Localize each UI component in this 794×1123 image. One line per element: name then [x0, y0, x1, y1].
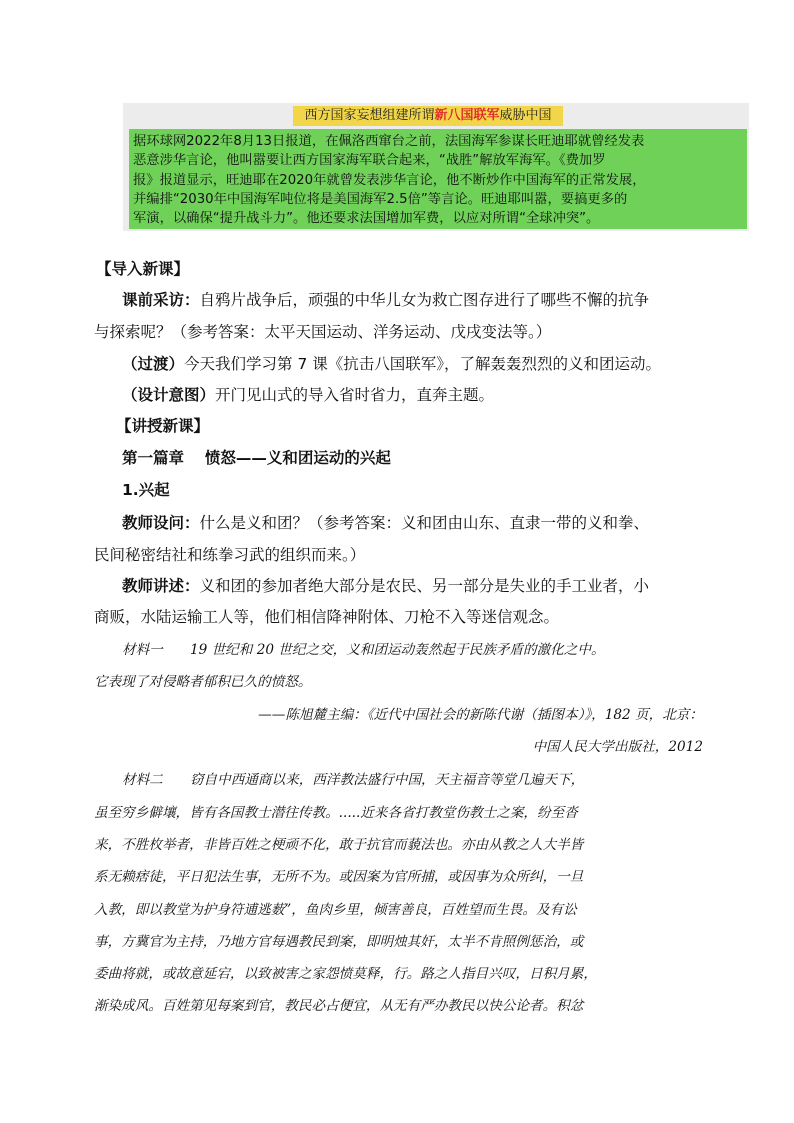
- news-line: 报》报道显示，旺迪耶在2020年就曾发表涉华言论，他不断炒作中国海军的正常发展，: [133, 172, 646, 188]
- interview-line-2: 与探索呢？（参考答案：太平天国运动、洋务运动、戊戌变法等。）: [94, 323, 552, 341]
- teacher-narration-line-2: 商贩，水陆运输工人等，他们相信降神附体、刀枪不入等迷信观念。: [94, 608, 560, 626]
- interview-text-1: 自鸦片战争后，顽强的中华儿女为救亡图存进行了哪些不懈的抗争: [199, 291, 650, 309]
- design-text: 开门见山式的导入省时省力，直奔主题。: [215, 386, 495, 404]
- teacher-narration-text-1: 义和团的参加者绝大部分是农民、另一部分是失业的手工业者，小: [199, 577, 650, 595]
- teacher-question-label: 教师设问：: [122, 514, 200, 532]
- teacher-narration-line-1: [122, 574, 649, 596]
- news-title-suffix: 威胁中国: [499, 108, 552, 123]
- news-title: [293, 106, 563, 126]
- material-2-line: 材料二 窃自中西通商以来，西洋教法盛行中国，天主福音等堂几遍天下，: [122, 772, 585, 788]
- interview-label: 课前采访：: [122, 291, 200, 309]
- section-title: 1.兴起: [122, 481, 170, 499]
- teacher-question-line-2: 民间秘密结社和练拳习武的组织而来。）: [94, 546, 366, 564]
- material-2-line: 系无赖痞徒，平日犯法生事，无所不为。或因案为官所捕，或因事为众所纠，一旦: [94, 869, 584, 885]
- news-title-prefix: 西方国家妄想组建所谓: [304, 108, 435, 123]
- chapter-title: 第一篇章 愤怒——义和团运动的兴起: [122, 449, 391, 467]
- material-1-line-1: 材料一 19 世纪和 20 世纪之交，义和团运动轰然起于民族矛盾的激化之中。: [122, 642, 605, 658]
- design-label: （设计意图）: [122, 386, 216, 404]
- news-line: 并编排“2030年中国海军吨位将是美国海军2.5倍”等言论。旺迪耶叫嚣，要搞更多的: [133, 191, 628, 207]
- interview-line-1: [122, 288, 649, 310]
- design-line: [122, 383, 494, 405]
- material-2-line: 委曲将就，或故意延宕，以致被害之家怨愤莫释，行。路之人指目兴叹，日积月累，: [94, 966, 597, 982]
- news-line: 军演，以确保“提升战斗力”。他还要求法国增加军费，以应对所谓“全球冲突”。: [133, 211, 600, 227]
- material-1-source-2: 中国人民大学出版社，2012: [532, 739, 703, 755]
- news-line: 恶意涉华言论，他叫嚣要让西方国家海军联合起来，“战胜”解放军海军。《费加罗: [133, 153, 606, 169]
- news-title-highlight: 新八国联军: [434, 108, 500, 123]
- teacher-narration-label: 教师讲述：: [122, 577, 200, 595]
- material-2-line: 事，方冀官为主持，乃地方官每遇教民到案，即明烛其奸，太半不肯照例惩治，或: [94, 934, 584, 950]
- teacher-question-text-1: 什么是义和团？（参考答案：义和团由山东、直隶一带的义和拳、: [199, 514, 650, 532]
- transition-label: （过渡）: [122, 355, 185, 373]
- material-1-line-2: 它表现了对侵略者郁积已久的愤怒。: [94, 674, 312, 690]
- transition-text: 今天我们学习第 7 课《抗击八国联军》，了解轰轰烈烈的义和团运动。: [184, 355, 661, 373]
- teacher-question-line-1: [122, 511, 649, 533]
- material-2-line: 入教，即以教堂为护身符逋逃薮”，鱼肉乡里，倾害善良，百姓望而生畏。及有讼: [94, 902, 577, 918]
- material-2-line: 渐染成风。百姓第见每案到官，教民必占便宜，从无有严办教民以快公论者。积忿: [94, 998, 584, 1014]
- news-image: [123, 103, 749, 231]
- transition-line: [122, 352, 661, 374]
- news-line: 据环球网2022年8月13日报道，在佩洛西窜台之前，法国海军参谋长旺迪耶就曾经发表: [133, 134, 645, 149]
- news-body: [129, 129, 747, 229]
- intro-heading: 【导入新课】: [96, 260, 190, 278]
- material-2-line: 来，不胜枚举者，非皆百姓之梗顽不化，敢于抗官而藐法也。亦由从教之人大半皆: [94, 837, 584, 853]
- lesson-heading: 【讲授新课】: [116, 417, 210, 435]
- material-1-source-1: ——陈旭麓主编：《近代中国社会的新陈代谢（插图本）》，182 页，北京：: [258, 707, 703, 723]
- material-2-line: 虽至穷乡僻壤，皆有各国教士潜往传教。.....近来各省打教堂伤教士之案，纷至沓: [94, 805, 578, 821]
